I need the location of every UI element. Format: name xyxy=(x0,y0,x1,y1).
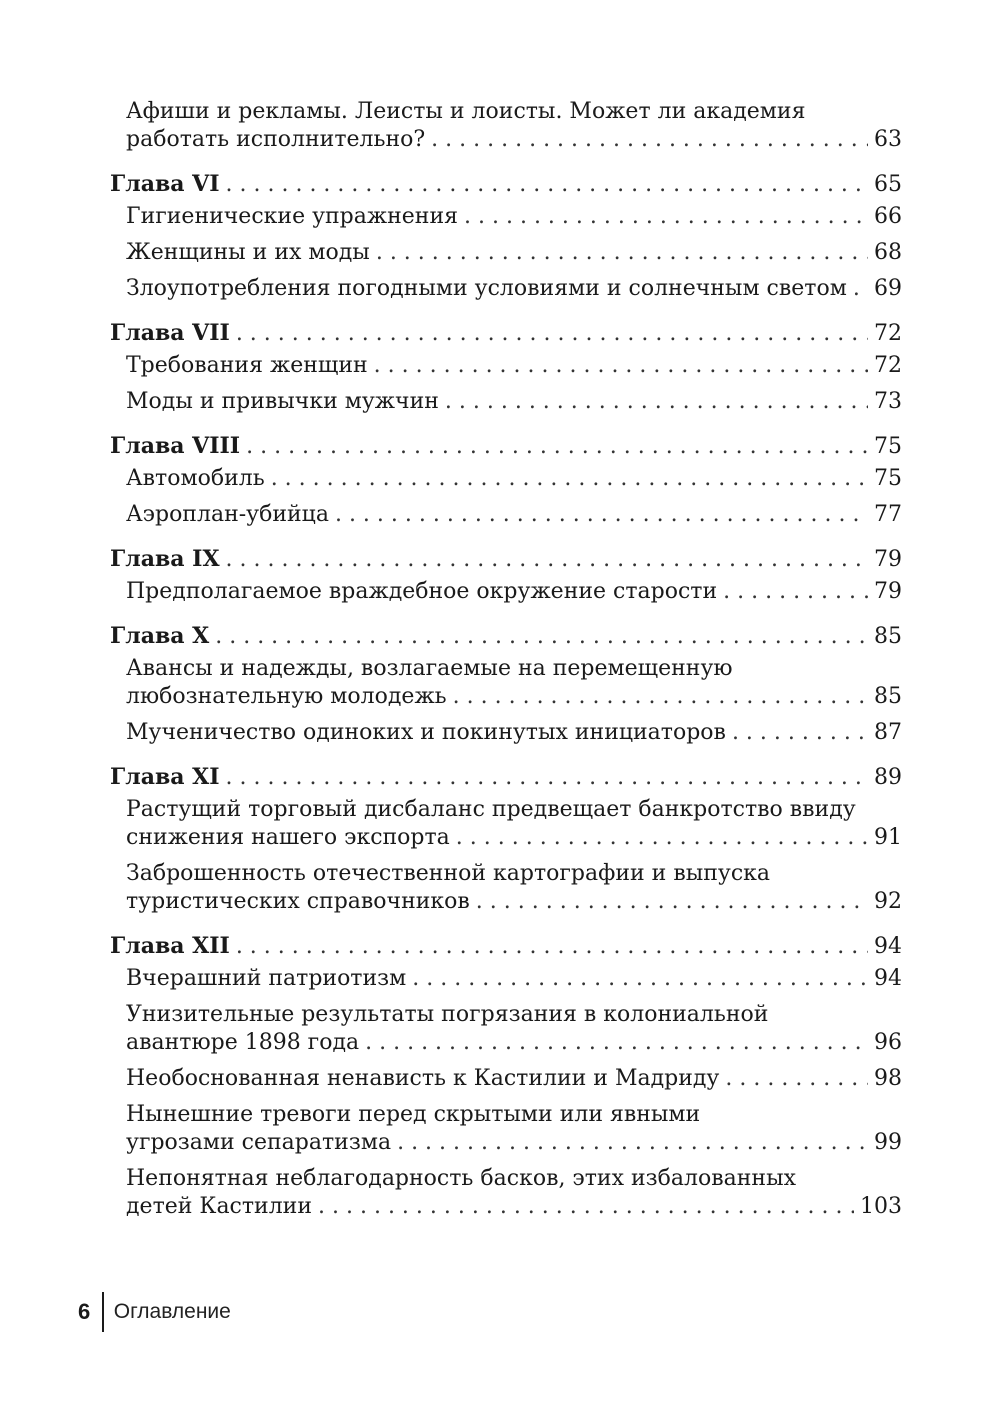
toc-entry xyxy=(110,203,902,231)
toc-entry-title: Автомобиль xyxy=(126,466,265,491)
toc-page-number: 66 xyxy=(874,204,902,229)
toc-page-number: 65 xyxy=(874,172,902,197)
toc-entry xyxy=(110,719,902,747)
toc-entry-title: Гигиенические упражнения xyxy=(126,204,459,229)
toc-entry-title: Требования женщин xyxy=(126,353,368,378)
toc-entry xyxy=(110,796,902,852)
dot-leader xyxy=(365,1029,868,1057)
toc-page-number: 89 xyxy=(874,765,902,790)
dot-leader xyxy=(456,824,868,852)
toc-entry xyxy=(110,98,902,154)
toc-page-number: 79 xyxy=(874,547,902,572)
toc-chapter-title: Глава XII xyxy=(110,933,230,959)
toc-entry-title: снижения нашего экспорта xyxy=(126,825,450,850)
toc-entry-title: детей Кастилии xyxy=(126,1194,313,1219)
toc-page-number: 85 xyxy=(874,684,902,709)
toc-entry-title: Вчерашний патриотизм xyxy=(126,966,407,991)
toc-page-number: 103 xyxy=(860,1194,902,1219)
page-footer xyxy=(78,1292,231,1332)
dot-leader xyxy=(374,352,868,380)
toc-chapter xyxy=(110,763,902,791)
toc-page-number: 91 xyxy=(874,825,902,850)
toc-entry xyxy=(110,388,902,416)
dot-leader xyxy=(397,1129,868,1157)
toc-entry-title: авантюре 1898 года xyxy=(126,1030,360,1055)
toc-entry xyxy=(110,1165,902,1221)
toc-page-number: 73 xyxy=(874,389,902,414)
toc-entry-title-line: Унизительные результаты погрязания в колониальной xyxy=(126,1002,769,1027)
toc-page-number: 96 xyxy=(874,1030,902,1055)
toc-entry-title-line: Заброшенность отечественной картографии и выпуска xyxy=(126,861,771,886)
toc-entry-title-line: Непонятная неблагодарность басков, этих избалованных xyxy=(126,1166,796,1191)
toc-entry xyxy=(110,1065,902,1093)
dot-leader xyxy=(246,433,868,461)
toc-chapter-title: Глава VIII xyxy=(110,433,241,459)
section-label: Оглавление xyxy=(113,1300,231,1323)
page-number: 6 xyxy=(78,1299,91,1324)
dot-leader xyxy=(412,965,868,993)
toc-chapter xyxy=(110,622,902,650)
toc-page-number: 68 xyxy=(874,240,902,265)
toc-page-number: 77 xyxy=(874,502,902,527)
toc-chapter xyxy=(110,432,902,460)
dot-leader xyxy=(853,275,868,303)
toc-page-number: 85 xyxy=(874,624,902,649)
toc-entry-title: любознательную молодежь xyxy=(126,684,447,709)
toc-entry xyxy=(110,860,902,916)
dot-leader xyxy=(723,578,868,606)
toc-entry-title: туристических справочников xyxy=(126,889,470,914)
dot-leader xyxy=(725,1065,868,1093)
dot-leader xyxy=(236,933,868,961)
toc-entry-title-line: Растущий торговый дисбаланс предвещает банкротство ввиду xyxy=(126,797,856,822)
toc-chapter-title: Глава VII xyxy=(110,320,230,346)
toc-entry-title: Аэроплан-убийца xyxy=(126,502,329,527)
toc-chapter xyxy=(110,932,902,960)
toc-entry-title: Женщины и их моды xyxy=(126,240,370,265)
toc-entry-title-line: Авансы и надежды, возлагаемые на перемещенную xyxy=(126,656,733,681)
footer-divider xyxy=(102,1292,104,1332)
toc-page-number: 87 xyxy=(874,720,902,745)
dot-leader xyxy=(226,764,868,792)
toc-entry-title-line: Афиши и рекламы. Леисты и лоисты. Может ли академия xyxy=(126,99,806,124)
toc-entry-title: Необоснованная ненависть к Кастилии и Мадриду xyxy=(126,1066,720,1091)
toc-chapter-title: Глава XI xyxy=(110,764,220,790)
toc-page-number: 94 xyxy=(874,934,902,959)
toc-entry-title: Предполагаемое враждебное окружение старости xyxy=(126,579,718,604)
dot-leader xyxy=(445,388,868,416)
toc-page-number: 75 xyxy=(874,434,902,459)
toc-entry xyxy=(110,655,902,711)
toc-chapter-title: Глава IX xyxy=(110,546,220,572)
toc-entry xyxy=(110,501,902,529)
dot-leader xyxy=(215,623,868,651)
toc-entry xyxy=(110,578,902,606)
table-of-contents xyxy=(110,98,902,1221)
dot-leader xyxy=(464,203,868,231)
toc-entry-title: работать исполнительно? xyxy=(126,127,426,152)
toc-entry xyxy=(110,465,902,493)
toc-entry xyxy=(110,275,902,303)
toc-entry-title: Злоупотребления погодными условиями и солнечным светом xyxy=(126,276,847,301)
toc-page-number: 79 xyxy=(874,579,902,604)
dot-leader xyxy=(431,126,868,154)
toc-entry-title: Мученичество одиноких и покинутых инициаторов xyxy=(126,720,726,745)
toc-chapter xyxy=(110,319,902,347)
toc-page-number: 99 xyxy=(874,1130,902,1155)
dot-leader xyxy=(236,320,868,348)
toc-entry-title-line: Нынешние тревоги перед скрытыми или явными xyxy=(126,1102,701,1127)
toc-page-number: 75 xyxy=(874,466,902,491)
toc-chapter xyxy=(110,170,902,198)
dot-leader xyxy=(318,1193,854,1221)
toc-page-number: 63 xyxy=(874,127,902,152)
toc-entry xyxy=(110,239,902,267)
dot-leader xyxy=(453,683,868,711)
toc-page-number: 72 xyxy=(874,321,902,346)
dot-leader xyxy=(271,465,868,493)
toc-chapter-title: Глава VI xyxy=(110,171,220,197)
dot-leader xyxy=(376,239,868,267)
toc-page-number: 69 xyxy=(874,276,902,301)
dot-leader xyxy=(226,171,868,199)
toc-entry xyxy=(110,1001,902,1057)
toc-chapter xyxy=(110,545,902,573)
toc-page-number: 72 xyxy=(874,353,902,378)
dot-leader xyxy=(732,719,868,747)
toc-page-number: 98 xyxy=(874,1066,902,1091)
toc-page-number: 94 xyxy=(874,966,902,991)
dot-leader xyxy=(226,546,868,574)
toc-chapter-title: Глава X xyxy=(110,623,210,649)
dot-leader xyxy=(335,501,868,529)
toc-entry xyxy=(110,1101,902,1157)
toc-entry xyxy=(110,352,902,380)
toc-entry-title: Моды и привычки мужчин xyxy=(126,389,439,414)
toc-entry-title: угрозами сепаратизма xyxy=(126,1130,392,1155)
dot-leader xyxy=(476,888,868,916)
toc-page-number: 92 xyxy=(874,889,902,914)
toc-entry xyxy=(110,965,902,993)
